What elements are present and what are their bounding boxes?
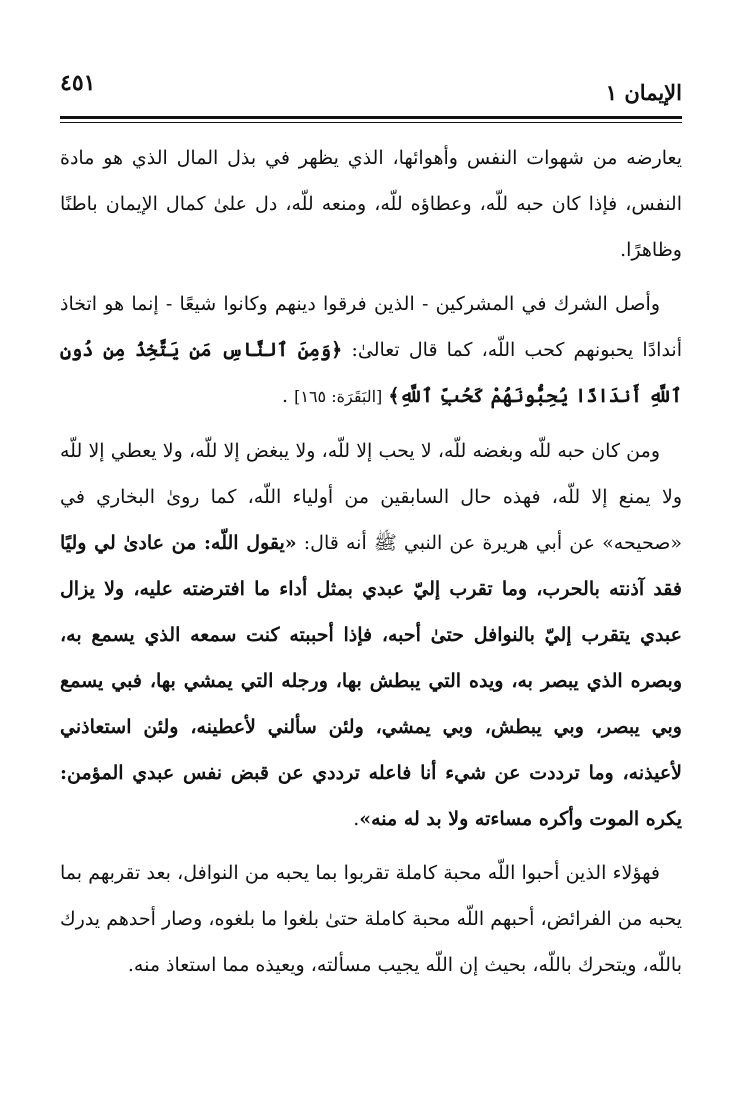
- quran-verse: ﴿وَمِنَ ٱلنَّاسِ مَن يَتَّخِذُ مِن دُونِ ٱللَّهِ أَندَادًا يُحِبُّونَهُمْ كَحُبِّ ٱللَّهِ﴾: [60, 339, 682, 407]
- paragraph-3: [60, 428, 682, 842]
- paragraph-2: [60, 281, 682, 420]
- body-text: [60, 135, 682, 988]
- paragraph-end: .: [282, 385, 289, 407]
- paragraph-text: فهؤلاء الذين أحبوا اللّه محبة كاملة تقربوا بما يحبه من النوافل، بعد تقربهم بما يحبه من الفرائض، أحبهم اللّه محبة كاملة حتىٰ بلغوا ما بلغوه، وصار أحدهم يدرك باللّه، ويتحرك باللّه، بحيث إن اللّه يجيب مسألته، ويعيذه مما استعاذ منه.: [60, 862, 682, 976]
- paragraph-1: [60, 135, 682, 273]
- book-page: [60, 62, 682, 1072]
- verse-reference: [البَقَرَة: ١٦٥]: [294, 387, 383, 406]
- paragraph-end: .: [353, 808, 360, 830]
- header-rule-thick: [60, 116, 682, 119]
- header-rule-thin: [60, 122, 682, 123]
- chapter-title: الإيمان ١: [605, 80, 682, 105]
- page-number: ٤٥١: [60, 70, 96, 96]
- paragraph-text: يعارضه من شهوات النفس وأهوائها، الذي يظهر في بذل المال الذي هو مادة النفس، فإذا كان حبه للّه، وعطاؤه للّه، ومنعه للّه، دل علىٰ كمال الإيمان باطنًا وظاهرًا.: [60, 147, 682, 261]
- running-header: [60, 62, 682, 114]
- hadith-quote: «يقول اللّه: من عادىٰ لي وليًا فقد آذنته بالحرب، وما تقرب إليّ عبدي بمثل أداء ما افترضته عليه، ولا يزال عبدي يتقرب إليّ بالنوافل حتىٰ أحبه، فإذا أحببته كنت سمعه الذي يسمع به، وبصره الذي يبصر به، ويده التي يبطش بها، ورجله التي يمشي بها، فبي يسمع وبي يبصر، وبي يبطش، وبي يمشي، ولئن سألني لأعطينه، ولئن استعاذني لأعيذنه، وما ترددت عن شيء أنا فاعله ترددي عن قبض نفس عبدي المؤمن: يكره الموت وأكره مساءته ولا بد له منه»: [60, 532, 682, 830]
- paragraph-text: وأصل الشرك في المشركين - الذين فرقوا دينهم وكانوا شيعًا - إنما هو اتخاذ أندادًا يحبونهم كحب اللّه، كما قال تعالىٰ:: [60, 293, 682, 361]
- paragraph-text: ومن كان حبه للّه وبغضه للّه، لا يحب إلا للّه، ولا يبغض إلا للّه، ولا يعطي إلا للّه ولا يمنع إلا للّه، فهذه حال السابقين من أولياء اللّه، كما روىٰ البخاري في «صحيحه» عن أبي هريرة عن النبي ﷺ أنه قال:: [60, 440, 682, 554]
- paragraph-4: [60, 850, 682, 988]
